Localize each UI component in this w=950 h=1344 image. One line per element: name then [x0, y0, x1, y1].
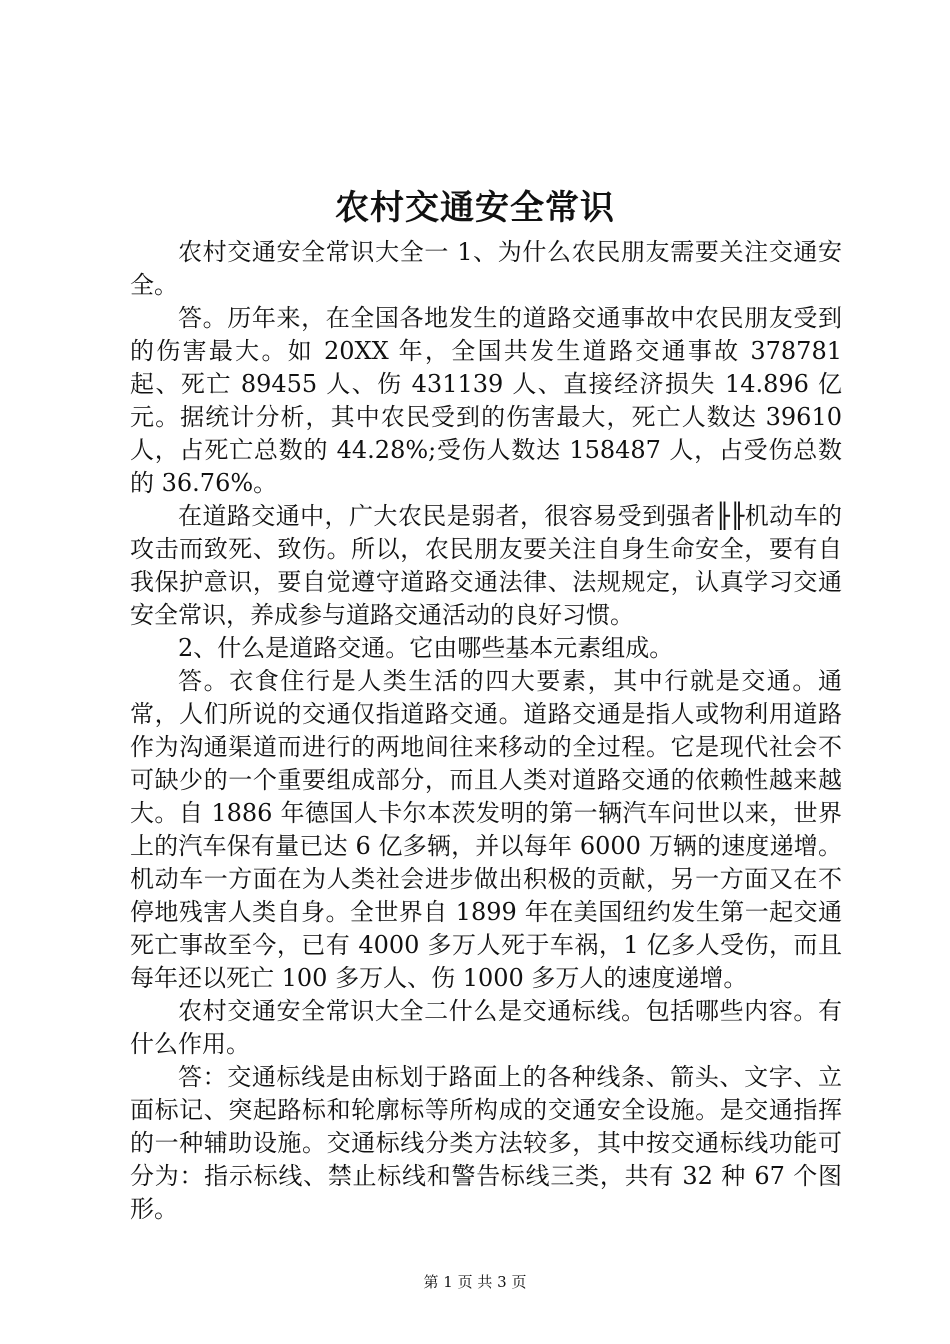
paragraph: 答：交通标线是由标划于路面上的各种线条、箭头、文字、立面标记、突起路标和轮廓标等所构成的交通安全设施。是交通指挥的一种辅助设施。交通标线分类方法较多，其中按交通标线功能可分为：指示标线、禁止标线和警告标线三类，共有 32 种 67 个图形。 [130, 1063, 842, 1223]
paragraph: 在道路交通中，广大农民是弱者，很容易受到强者╟╟机动车的攻击而致死、致伤。所以，农民朋友要关注自身生命安全，要有自我保护意识，要自觉遵守道路交通法律、法规规定，认真学习交通安全常识，养成参与道路交通活动的良好习惯。 [130, 502, 842, 629]
paragraph: 农村交通安全常识大全一 1、为什么农民朋友需要关注交通安全。 [130, 238, 842, 299]
page-number-footer: 第 1 页 共 3 页 [423, 1273, 527, 1291]
paragraph: 答。衣食住行是人类生活的四大要素，其中行就是交通。通常，人们所说的交通仅指道路交通。道路交通是指人或物利用道路作为沟通渠道而进行的两地间往来移动的全过程。它是现代社会不可缺少的一个重要组成部分，而且人类对道路交通的依赖性越来越大。自 1886 年德国人卡尔本茨发明的第一辆汽车问世以来，世界上的汽车保有量已达 6 亿多辆，并以每年 6000 万辆的速度递增。机动车一方面在为人类社会进步做出积极的贡献，另一方面又在不停地残害人类自身。全世界自 1899 年在美国纽约发生第一起交通死亡事故至今，已有 4000 多万人死于车祸，1 亿多人受伤，而且每年还以死亡 100 多万人、伤 1000 多万人的速度递增。 [130, 667, 842, 992]
paragraph: 答。历年来，在全国各地发生的道路交通事故中农民朋友受到的伤害最大。如 20XX 年，全国共发生道路交通事故 378781 起、死亡 89455 人、伤 431139 人、直接经济损失 14.896 亿元。据统计分析，其中农民受到的伤害最大，死亡人数达 39610 人，占死亡总数的 44.28%;受伤人数达 158487 人，占受伤总数的 36.76%。 [130, 304, 842, 497]
document-body [130, 236, 842, 1226]
document-title: 农村交通安全常识 [335, 188, 615, 228]
paragraph: 2、什么是道路交通。它由哪些基本元素组成。 [178, 634, 674, 662]
paragraph: 农村交通安全常识大全二什么是交通标线。包括哪些内容。有什么作用。 [130, 997, 842, 1058]
